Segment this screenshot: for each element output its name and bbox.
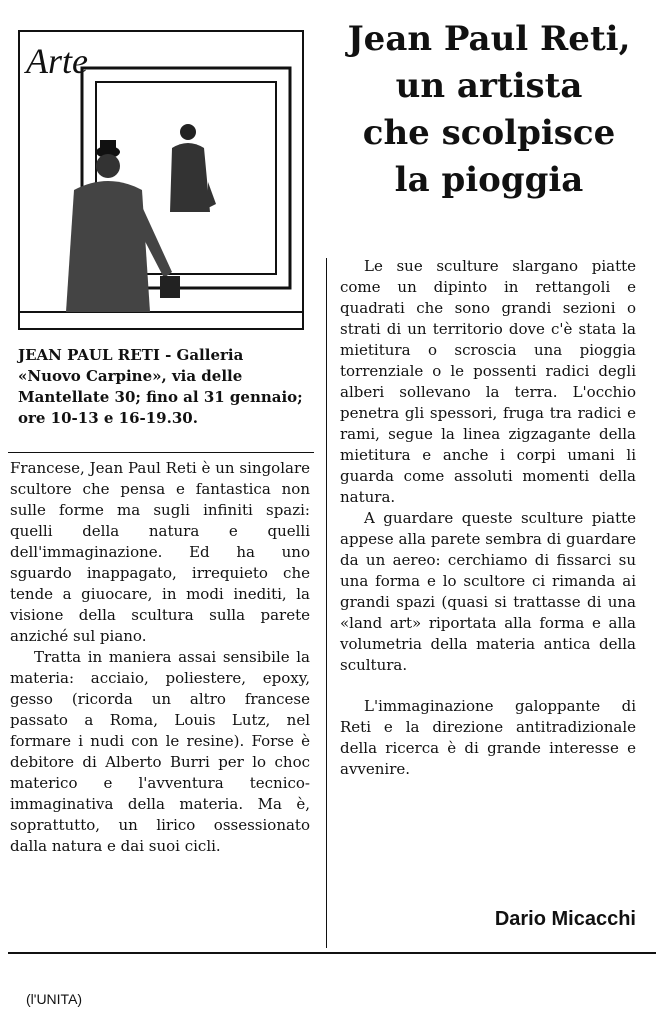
right-paragraph-2: A guardare queste sculture piatte appese alla parete sembra di guardare da un aereo: cerchiamo di fissarci su una forma e lo scultore ci rimanda ai grandi spazi (quasi si trattasse di una «land art» riportata alla forma e alla volumetria della materia antica della scultura. — [340, 509, 636, 674]
caption-divider — [8, 452, 314, 453]
column-divider — [326, 258, 327, 948]
left-paragraph-1: Francese, Jean Paul Reti è un singolare scultore che pensa e fantastica non sulle forme ma sugli infiniti spazi: quelli della natura e quelli dell'immaginazione. Ed ha uno sguardo inappagato, irrequieto che tende a giuocare, in modi inediti, la visione della scultura sulla parete anziché sul piano. — [10, 459, 310, 645]
right-column-body — [340, 256, 636, 780]
author-byline: Dario Micacchi — [494, 908, 636, 930]
headline-line-4: la pioggia — [394, 160, 584, 200]
right-paragraph-1: Le sue sculture slargano piatte come un dipinto in rettangoli e quadrati che sono grandi sezioni o strati di un territorio dove c'è stata la mietitura o scroscia una pioggia torrenziale o le possenti radici degli alberi sollevano la terra. L'occhio penetra gli spessori, fruga tra radici e rami, segue la linea zigzagante della mietitura e anche i corpi umani li guarda come assoluti momenti della natura. — [340, 257, 636, 506]
source-label: (l'UNITA) — [26, 991, 83, 1007]
headline — [330, 16, 648, 204]
headline-line-3: che scolpisce — [362, 113, 616, 153]
section-logo-box — [18, 30, 304, 330]
headline-line-2: un artista — [395, 66, 583, 106]
exhibition-caption: JEAN PAUL RETI - Galleria «Nuovo Carpine», via delle Mantellate 30; fino al 31 gennaio; ore 10-13 e 16-19.30. — [18, 346, 303, 427]
left-paragraph-2: Tratta in maniera assai sensibile la materia: acciaio, poliestere, epoxy, gesso (ricorda un altro francese passato a Roma, Louis Lutz, nel formare i nudi con le resine). Forse è debitore di Alberto Burri per lo choc materico e l'avventura tecnico-immaginativa della materia. Ma è, soprattutto, un lirico ossessionato dalla natura e dai suoi cicli. — [10, 648, 310, 855]
left-column-body — [10, 458, 310, 857]
artwork-illustration — [20, 32, 302, 328]
section-logo-text: Arte — [26, 41, 88, 81]
headline-line-1: Jean Paul Reti, — [347, 19, 631, 59]
right-paragraph-3: L'immaginazione galoppante di Reti e la direzione antitradizionale della ricerca è di grande interesse e avvenire. — [340, 697, 636, 778]
bottom-rule — [8, 952, 656, 954]
